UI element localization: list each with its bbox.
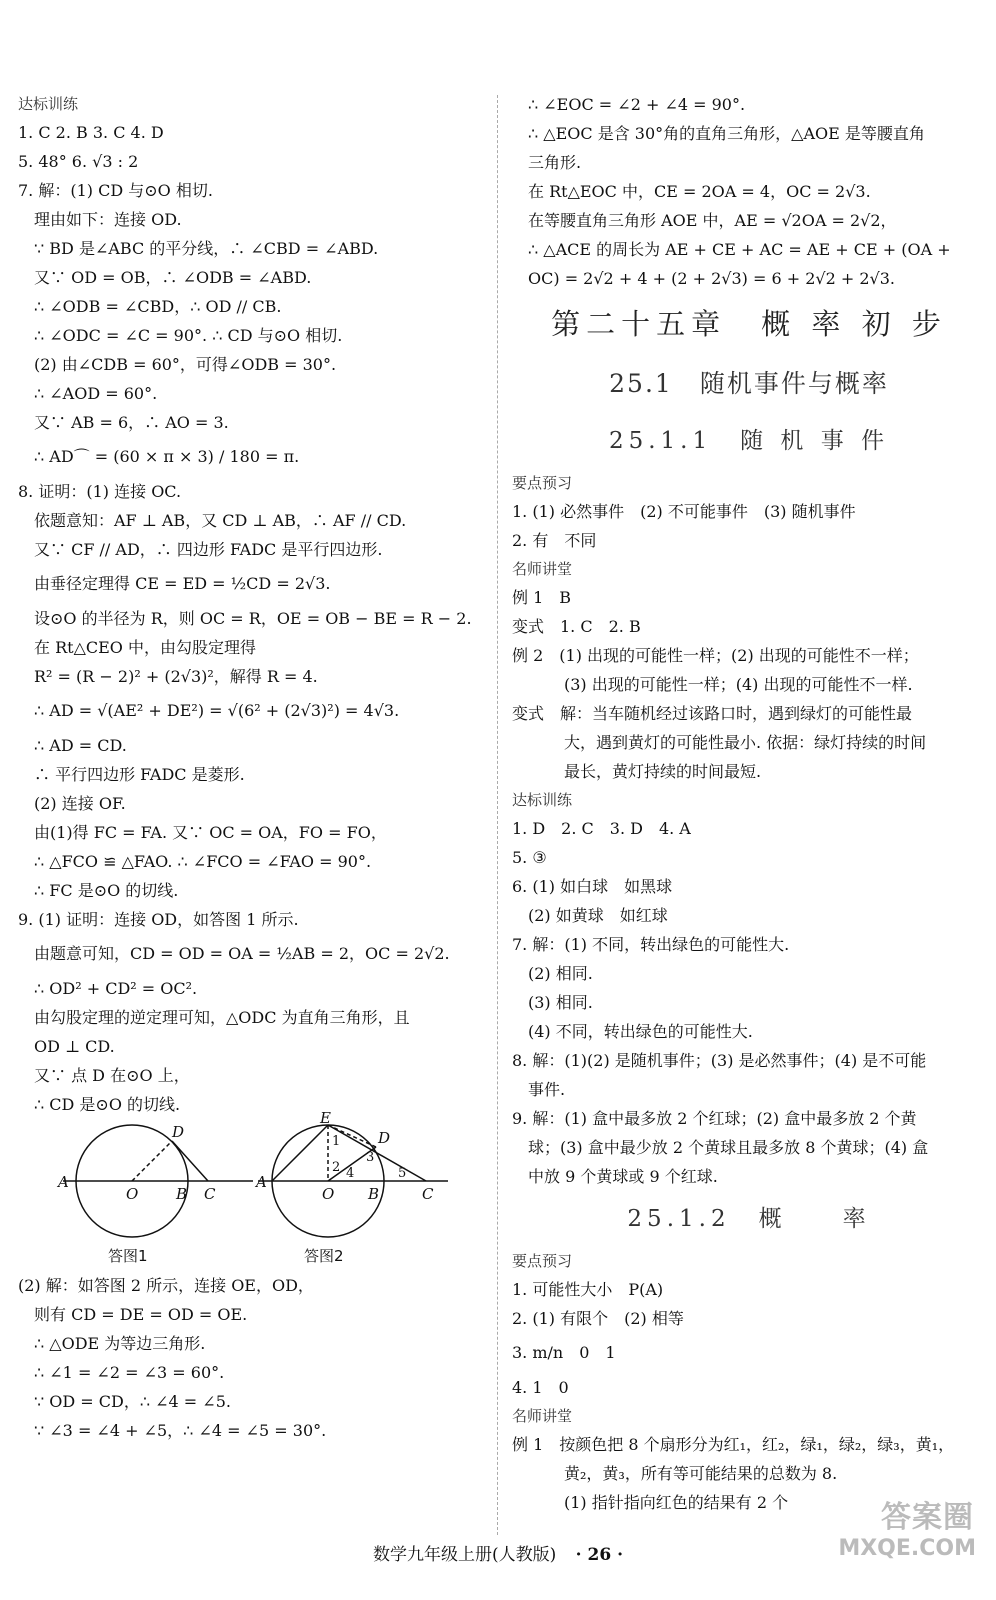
answer-line: ∴ 平行四边形 FADC 是菱形. bbox=[34, 765, 245, 784]
answer-line: 又∵ AB = 6，∴ AO = 3. bbox=[34, 413, 229, 432]
fig2-ae bbox=[272, 1125, 328, 1181]
footer-book-title: 数学九年级上册(人教版) bbox=[372, 1545, 557, 1565]
answer-line: 1. 可能性大小 P(A) bbox=[512, 1280, 664, 1299]
subsection-1-content bbox=[512, 469, 986, 1191]
fig2-angle-3: 3 bbox=[366, 1150, 375, 1165]
watermark-url: MXQE.COM bbox=[838, 1536, 976, 1561]
left-lines bbox=[18, 90, 488, 1119]
answer-line: 由勾股定理的逆定理可知，△ODC 为直角三角形，且 bbox=[34, 1008, 410, 1027]
section-label: 名师讲堂 bbox=[512, 560, 573, 578]
answer-line: 变式 解：当车随机经过该路口时，遇到绿灯的可能性最 bbox=[512, 704, 913, 723]
answer-line: 球；(3) 盒中最少放 2 个黄球且最多放 8 个黄球；(4) 盒 bbox=[528, 1138, 929, 1157]
answer-line: (2) 连接 OF. bbox=[34, 794, 126, 813]
fig2-angle-4: 4 bbox=[346, 1166, 355, 1181]
answer-line: OD ⊥ CD. bbox=[34, 1037, 115, 1056]
answer-line: ∴ ∠EOC = ∠2 + ∠4 = 90°. bbox=[528, 95, 746, 114]
left-after-figure bbox=[18, 1271, 488, 1445]
answer-line: 1. C 2. B 3. C 4. D bbox=[18, 123, 164, 142]
fig2-ec bbox=[328, 1125, 426, 1181]
fig2-caption: 答图2 bbox=[304, 1247, 344, 1265]
fig1-label-o: O bbox=[126, 1185, 139, 1203]
section-label: 要点预习 bbox=[512, 1252, 573, 1270]
answer-line: ∴ AD⌒ = (60 × π × 3) / 180 = π. bbox=[34, 447, 300, 466]
fig1-od bbox=[132, 1141, 172, 1181]
fig2-angle-1: 1 bbox=[332, 1134, 341, 1149]
answer-line: 1. D 2. C 3. D 4. A bbox=[512, 819, 691, 838]
answer-line: 中放 9 个黄球或 9 个红球. bbox=[528, 1167, 718, 1186]
answer-line: 变式 1. C 2. B bbox=[512, 617, 641, 636]
answer-figures-svg bbox=[58, 1109, 458, 1269]
answer-line: 大，遇到黄灯的可能性最小. 依据：绿灯持续的时间 bbox=[532, 733, 927, 752]
answer-line: 三角形. bbox=[528, 153, 582, 172]
fig1-label-b: B bbox=[176, 1185, 188, 1203]
section-title: 25.1 随机事件与概率 bbox=[609, 369, 889, 398]
fig1-caption: 答图1 bbox=[108, 1247, 148, 1265]
answer-line: 由题意可知，CD = OD = OA = ½AB = 2，OC = 2√2. bbox=[34, 944, 450, 963]
answer-line: 由(1)得 FC = FA. 又∵ OC = OA，FO = FO， bbox=[34, 823, 387, 842]
answer-line: 1. (1) 必然事件 (2) 不可能事件 (3) 随机事件 bbox=[512, 502, 856, 521]
section-label: 达标训练 bbox=[512, 791, 573, 809]
answer-line: 又∵ CF // AD，∴ 四边形 FADC 是平行四边形. bbox=[34, 540, 383, 559]
subsection-2-content bbox=[512, 1247, 986, 1517]
fig2-label-d: D bbox=[378, 1129, 391, 1147]
answer-line: ∴ △FCO ≌ △FAO. ∴ ∠FCO = ∠FAO = 90°. bbox=[34, 852, 372, 871]
answer-line: (2) 由∠CDB = 60°，可得∠ODB = 30°. bbox=[34, 355, 337, 374]
answer-line: 3. m/n 0 1 bbox=[512, 1343, 616, 1362]
answer-line: 理由如下：连接 OD. bbox=[34, 210, 182, 229]
answer-line: ∴ ∠1 = ∠2 = ∠3 = 60°. bbox=[34, 1363, 225, 1382]
right-top-lines bbox=[512, 90, 986, 293]
answer-line: 9. 解：(1) 盒中最多放 2 个红球；(2) 盒中最多放 2 个黄 bbox=[512, 1109, 917, 1128]
left-column bbox=[18, 90, 488, 1445]
subsection-title-1: 25.1.1 随 机 事 件 bbox=[608, 428, 890, 454]
chapter-title: 第二十五章 概 率 初 步 bbox=[551, 307, 947, 341]
answer-line: 事件. bbox=[528, 1080, 566, 1099]
answer-line: ∴ OD² + CD² = OC². bbox=[34, 979, 198, 998]
answer-line: 设⊙O 的半径为 R，则 OC = R，OE = OB − BE = R − 2. bbox=[34, 609, 472, 628]
answer-line: (2) 解：如答图 2 所示，连接 OE，OD， bbox=[18, 1276, 314, 1295]
section-label: 要点预习 bbox=[512, 474, 573, 492]
answer-line: 8. 解：(1)(2) 是随机事件；(3) 是必然事件；(4) 是不可能 bbox=[512, 1051, 927, 1070]
answer-line: 在 Rt△EOC 中，CE = 2OA = 4，OC = 2√3. bbox=[528, 182, 871, 201]
page-number: · 26 · bbox=[575, 1545, 623, 1565]
answer-line: (4) 不同，转出绿色的可能性大. bbox=[528, 1022, 753, 1041]
fig2-label-e: E bbox=[320, 1109, 331, 1127]
answer-line: 最长，黄灯持续的时间最短. bbox=[532, 762, 762, 781]
answer-line: ∵ OD = CD，∴ ∠4 = ∠5. bbox=[34, 1392, 231, 1411]
fig2-label-a: A bbox=[256, 1173, 267, 1191]
answer-line: ∴ △EOC 是含 30°角的直角三角形，△AOE 是等腰直角 bbox=[528, 124, 925, 143]
answer-line: 则有 CD = DE = OD = OE. bbox=[34, 1305, 248, 1324]
section-label: 名师讲堂 bbox=[512, 1407, 573, 1425]
answer-line: 5. ③ bbox=[512, 848, 547, 867]
fig2-label-o: O bbox=[322, 1185, 335, 1203]
fig2-label-c: C bbox=[422, 1185, 434, 1203]
answer-line: ∵ BD 是∠ABC 的平分线，∴ ∠CBD = ∠ABD. bbox=[34, 239, 379, 258]
figures bbox=[18, 1109, 488, 1271]
answer-line: 4. 1 0 bbox=[512, 1378, 569, 1397]
subsection-title-2: 25.1.2 概 率 bbox=[627, 1206, 871, 1232]
answer-line: ∴ △ODE 为等边三角形. bbox=[34, 1334, 206, 1353]
answer-line: 例 1 按颜色把 8 个扇形分为红₁，红₂，绿₁，绿₂，绿₃，黄₁， bbox=[512, 1435, 955, 1454]
answer-line: ∵ ∠3 = ∠4 + ∠5，∴ ∠4 = ∠5 = 30°. bbox=[34, 1421, 327, 1440]
answer-line: 5. 48° 6. √3 : 2 bbox=[18, 152, 139, 171]
answer-line: 依题意知：AF ⊥ AB，又 CD ⊥ AB，∴ AF // CD. bbox=[34, 511, 407, 530]
answer-line: (3) 出现的可能性一样；(4) 出现的可能性不一样. bbox=[532, 675, 913, 694]
answer-line: 2. (1) 有限个 (2) 相等 bbox=[512, 1309, 684, 1328]
answer-line: 9. (1) 证明：连接 OD，如答图 1 所示. bbox=[18, 910, 299, 929]
fig2-angle-5: 5 bbox=[398, 1166, 407, 1181]
answer-line: ∴ FC 是⊙O 的切线. bbox=[34, 881, 179, 900]
answer-line: 在等腰直角三角形 AOE 中，AE = √2OA = 2√2， bbox=[528, 211, 897, 230]
answer-line: ∴ AD = CD. bbox=[34, 736, 127, 755]
answer-line: 由垂径定理得 CE = ED = ½CD = 2√3. bbox=[34, 574, 331, 593]
fig1-label-a: A bbox=[58, 1173, 69, 1191]
section-label: 达标训练 bbox=[18, 95, 79, 113]
answer-line: ∴ AD = √(AE² + DE²) = √(6² + (2√3)²) = 4√3. bbox=[34, 701, 400, 720]
watermark-logo: 答案圈 bbox=[881, 1500, 974, 1535]
answer-line: 8. 证明：(1) 连接 OC. bbox=[18, 482, 182, 501]
answer-line: 7. 解：(1) CD 与⊙O 相切. bbox=[18, 181, 213, 200]
answer-line: 例 1 B bbox=[512, 588, 572, 607]
answer-line: (2) 如黄球 如红球 bbox=[528, 906, 668, 925]
fig1-dc bbox=[172, 1141, 208, 1181]
answer-line: 又∵ OD = OB，∴ ∠ODB = ∠ABD. bbox=[34, 268, 312, 287]
answer-line: ∴ ∠AOD = 60°. bbox=[34, 384, 158, 403]
answer-line: ∴ △ACE 的周长为 AE + CE + AC = AE + CE + (OA + bbox=[528, 240, 951, 259]
fig2-angle-2: 2 bbox=[332, 1160, 341, 1175]
answer-line: (2) 相同. bbox=[528, 964, 593, 983]
answer-line: ∴ ∠ODC = ∠C = 90°. ∴ CD 与⊙O 相切. bbox=[34, 326, 343, 345]
answer-line: (1) 指针指向红色的结果有 2 个 bbox=[532, 1493, 789, 1512]
answer-line: R² = (R − 2)² + (2√3)²，解得 R = 4. bbox=[34, 667, 318, 686]
answer-line: (3) 相同. bbox=[528, 993, 593, 1012]
fig2-label-b: B bbox=[368, 1185, 380, 1203]
answer-line: 7. 解：(1) 不同，转出绿色的可能性大. bbox=[512, 935, 790, 954]
answer-line: 黄₂，黄₃，所有等可能结果的总数为 8. bbox=[532, 1464, 838, 1483]
answer-line: 2. 有 不同 bbox=[512, 531, 597, 550]
answer-line: OC) = 2√2 + 4 + (2 + 2√3) = 6 + 2√2 + 2√3. bbox=[528, 269, 895, 288]
answer-line: ∴ CD 是⊙O 的切线. bbox=[34, 1095, 181, 1114]
column-divider bbox=[497, 95, 498, 1535]
answer-line: 例 2 (1) 出现的可能性一样；(2) 出现的可能性不一样； bbox=[512, 646, 919, 665]
fig1-label-c: C bbox=[204, 1185, 216, 1203]
answer-line: 在 Rt△CEO 中，由勾股定理得 bbox=[34, 638, 256, 657]
fig1-label-d: D bbox=[172, 1123, 185, 1141]
answer-line: ∴ ∠ODB = ∠CBD，∴ OD // CB. bbox=[34, 297, 282, 316]
right-column bbox=[512, 90, 986, 1517]
answer-line: 6. (1) 如白球 如黑球 bbox=[512, 877, 673, 896]
answer-line: 又∵ 点 D 在⊙O 上， bbox=[34, 1066, 190, 1085]
